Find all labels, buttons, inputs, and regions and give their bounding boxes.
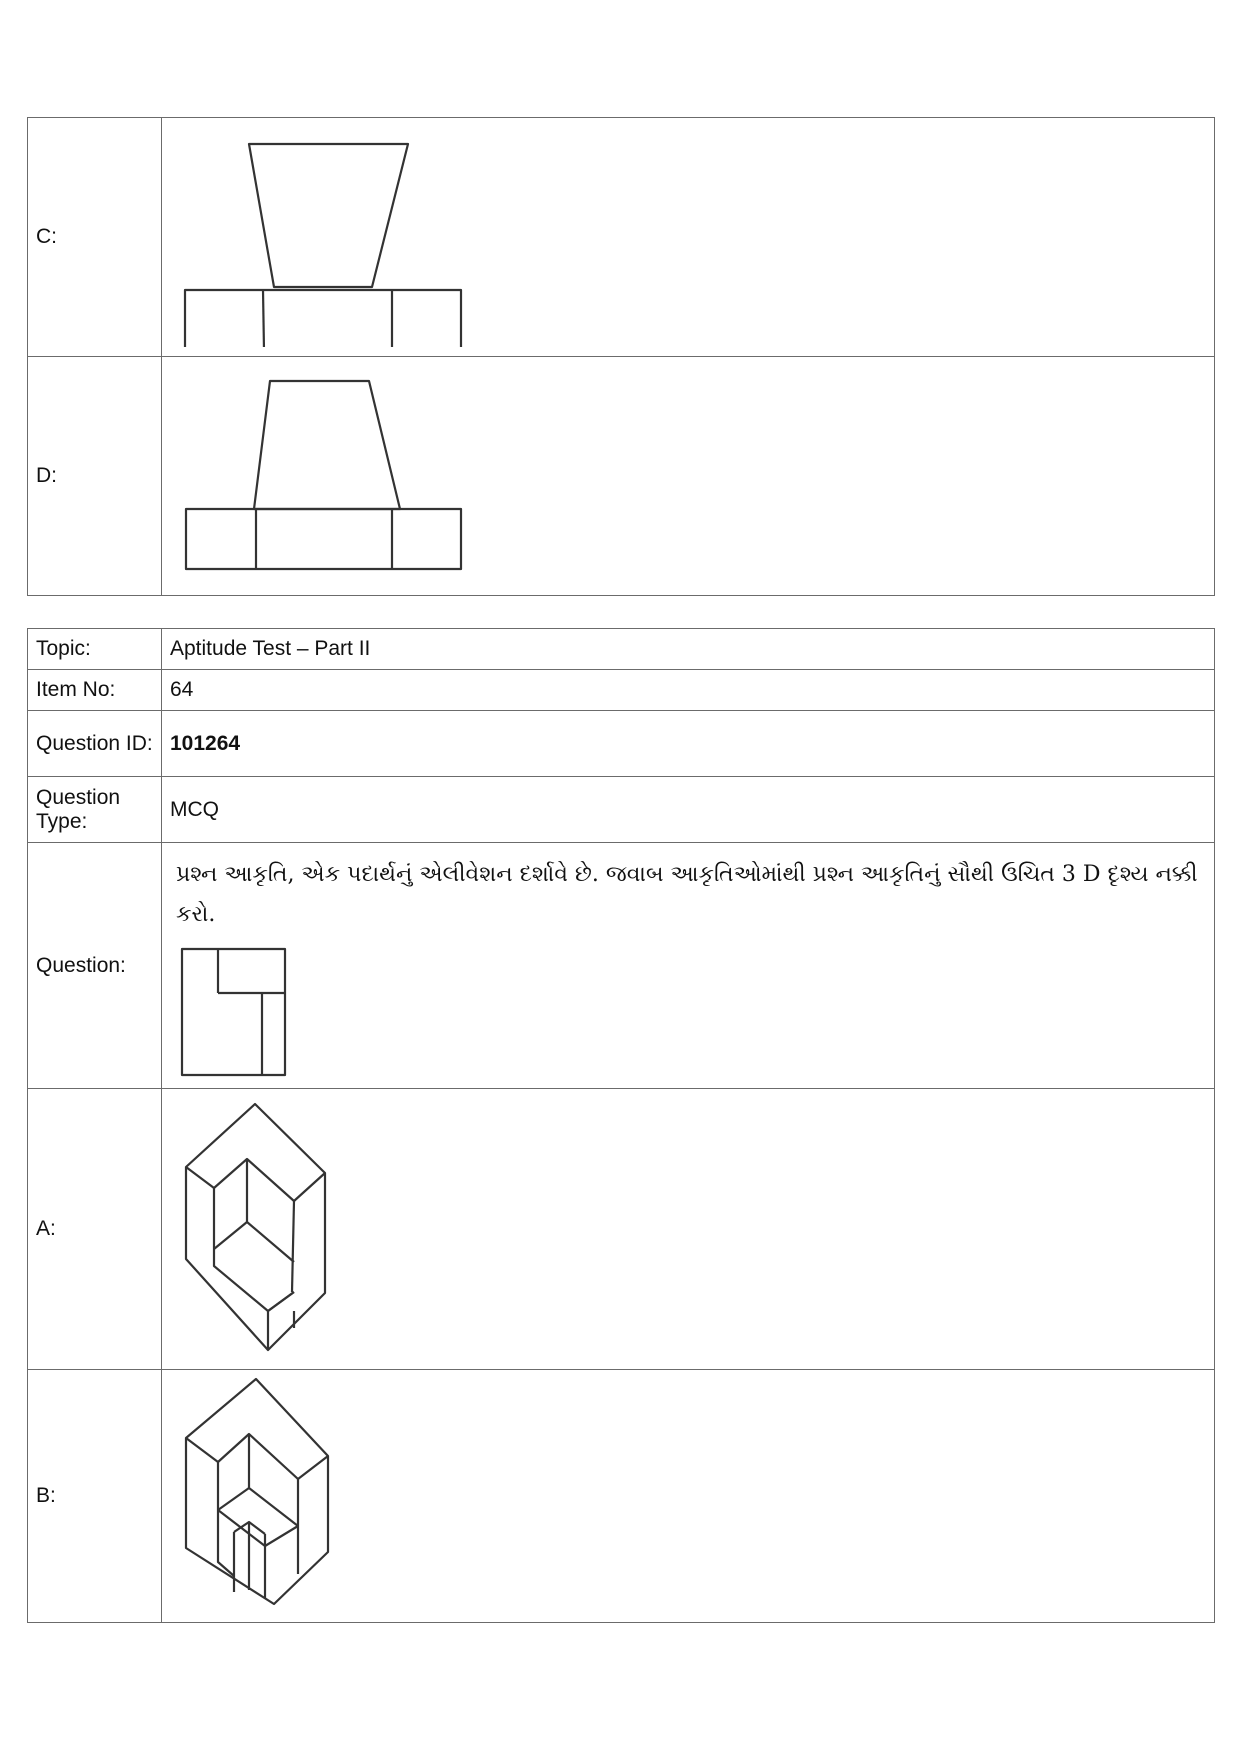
option-row-b — [28, 1370, 1215, 1623]
option-row-d — [28, 357, 1215, 596]
question-id-label: Question ID: — [28, 711, 162, 777]
question-type-value: MCQ — [162, 777, 1215, 843]
trapezoid-on-base-figure-d-icon — [170, 366, 470, 586]
question-table — [27, 628, 1215, 1623]
option-d-figure-cell — [162, 357, 1215, 596]
item-no-row — [28, 670, 1215, 711]
question-id-row — [28, 711, 1215, 777]
isometric-figure-a-icon — [170, 1099, 340, 1359]
question-id-value: 101264 — [162, 711, 1215, 777]
options-table-top — [27, 117, 1215, 596]
elevation-figure-icon — [180, 941, 320, 1081]
question-label: Question: — [28, 843, 162, 1089]
topic-label: Topic: — [28, 629, 162, 670]
topic-row — [28, 629, 1215, 670]
item-no-label: Item No: — [28, 670, 162, 711]
option-c-figure-cell — [162, 118, 1215, 357]
option-row-c — [28, 118, 1215, 357]
option-b-figure-cell — [162, 1370, 1215, 1623]
option-a-label: A: — [28, 1089, 162, 1370]
isometric-figure-b-icon — [170, 1376, 340, 1616]
trapezoid-on-base-figure-c-icon — [170, 127, 470, 347]
topic-value: Aptitude Test – Part II — [162, 629, 1215, 670]
option-a-figure-cell — [162, 1089, 1215, 1370]
option-c-label: C: — [28, 118, 162, 357]
item-no-value: 64 — [162, 670, 1215, 711]
option-b-label: B: — [28, 1370, 162, 1623]
question-type-row — [28, 777, 1215, 843]
question-cell — [162, 843, 1215, 1089]
question-row — [28, 843, 1215, 1089]
question-type-label: Question Type: — [28, 777, 162, 843]
option-d-label: D: — [28, 357, 162, 596]
question-text: પ્રશ્ન આકૃતિ, એક પદાર્થનું એલીવેશન દર્શાવે છે. જવાબ આકૃતિઓમાંથી પ્રશ્ન આકૃતિનું સૌથી ઉચિત 3 D દૃશ્ય નક્કી કરો. — [176, 861, 1198, 927]
option-row-a — [28, 1089, 1215, 1370]
